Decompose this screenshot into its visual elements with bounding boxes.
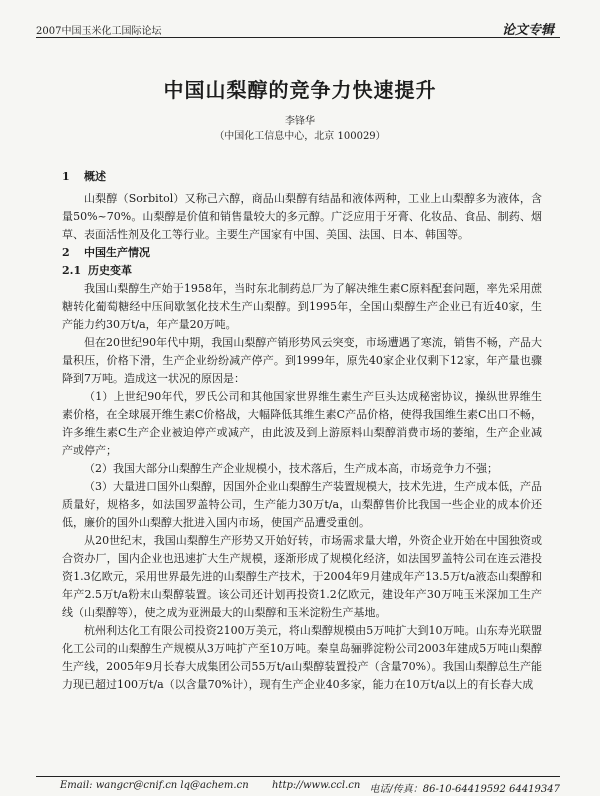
section-label: 论文专辑 bbox=[501, 23, 554, 38]
journal-name: 2007中国玉米化工国际论坛 bbox=[36, 26, 162, 37]
section-title: 概述 bbox=[84, 170, 106, 183]
subsection-number: 2.1 bbox=[62, 264, 82, 277]
article-author: 李锋华 bbox=[285, 116, 315, 127]
header-divider bbox=[36, 37, 560, 38]
section-title: 中国生产情况 bbox=[84, 246, 150, 259]
list-item: （1）上世纪90年代，罗氏公司和其他国家世界维生素生产巨头达成秘密协议，操纵世界维生素价格，在全球展开维生素C价格战，大幅降低其维生素C产品价格，使得我国维生素C出口不畅，许多维生素C生产企业被迫停产或减产，由此波及到上游原料山梨醇消费市场的萎缩，生产企业减产或停产； bbox=[62, 390, 542, 457]
section-heading bbox=[62, 168, 542, 186]
footer-divider bbox=[36, 776, 560, 777]
paragraph-overview: 山梨醇（Sorbitol）又称己六醇，商品山梨醇有结晶和液体两种，工业上山梨醇多为液体，含量50%~70%。山梨醇是价值和销售量较大的多元醇。广泛应用于牙膏、化妆品、食品、制药、烟草、表面活性剂及化工等行业。主要生产国家有中国、美国、法国、日本、韩国等。 bbox=[62, 192, 542, 241]
article-body bbox=[62, 168, 542, 694]
page-header bbox=[0, 0, 600, 38]
section-heading bbox=[62, 244, 542, 262]
article-title: 中国山梨醇的竞争力快速提升 bbox=[163, 78, 437, 102]
article-affiliation: （中国化工信息中心，北京 100029） bbox=[214, 131, 386, 142]
footer-email: Email: wangcr@cnif.cn lq@achem.cn bbox=[60, 780, 249, 791]
footer-phone: 电话/传真：86-10-64419592 64419347 bbox=[369, 784, 560, 795]
list-item: （2）我国大部分山梨醇生产企业规模小，技术落后，生产成本高，市场竞争力不强； bbox=[84, 462, 498, 475]
paragraph: 但在20世纪90年代中期，我国山梨醇产销形势风云突变，市场遭遇了寒流，销售不畅，产品大量积压，价格下滑，生产企业纷纷减产停产。到1999年，原先40家企业仅剩下12家，年产量也骤降到7万吨。造成这一状况的原因是： bbox=[62, 336, 542, 385]
footer-website: http://www.ccl.cn bbox=[272, 780, 361, 791]
paragraph: 从20世纪末，我国山梨醇生产形势又开始好转，市场需求量大增，外资企业开始在中国独资或合资办厂，国内企业也迅速扩大生产规模，逐渐形成了规模化经济，如法国罗盖特公司在连云港投资1.3亿欧元，采用世界最先进的山梨醇生产技术，于2004年9月建成年产13.5万t/a液态山梨醇和年产2.5万t/a粉末山梨醇装置。该公司还计划再投资1.2亿欧元，建设年产30万吨玉米深加工生产线（山梨醇等），使之成为亚洲最大的山梨醇和玉米淀粉生产基地。 bbox=[62, 534, 542, 619]
section-number: 2 bbox=[62, 246, 70, 259]
section-number: 1 bbox=[62, 170, 70, 183]
paragraph: 杭州利达化工有限公司投资2100万美元，将山梨醇规模由5万吨扩大到10万吨。山东寿光联盟化工公司的山梨醇生产规模从3万吨扩产至10万吨。秦皇岛骊骅淀粉公司2003年建成5万吨山梨醇生产线，2005年9月长春大成集团公司55万t/a山梨醇装置投产（含量70%）。我国山梨醇总生产能力现已超过100万t/a（以含量70%计），现有生产企业40多家，能力在10万t/a以上的有长春大成 bbox=[62, 624, 542, 691]
list-item: （3）大量进口国外山梨醇，因国外企业山梨醇生产装置规模大，技术先进，生产成本低，产品质量好，规格多，如法国罗盖特公司，生产能力30万t/a，山梨醇售价比我国一些企业的成本价还低，廉价的国外山梨醇大批进入国内市场，使国产品遭受重创。 bbox=[62, 480, 542, 529]
subsection-title: 历史变革 bbox=[88, 264, 132, 277]
subsection-heading bbox=[62, 262, 542, 280]
paragraph: 我国山梨醇生产始于1958年，当时东北制药总厂为了解决维生素C原料配套问题，率先采用蔗糖转化葡萄糖经中压间歇氢化技术生产山梨醇。到1995年，全国山梨醇生产企业已有近40家，生产能力约30万t/a，年产量20万吨。 bbox=[62, 282, 542, 331]
